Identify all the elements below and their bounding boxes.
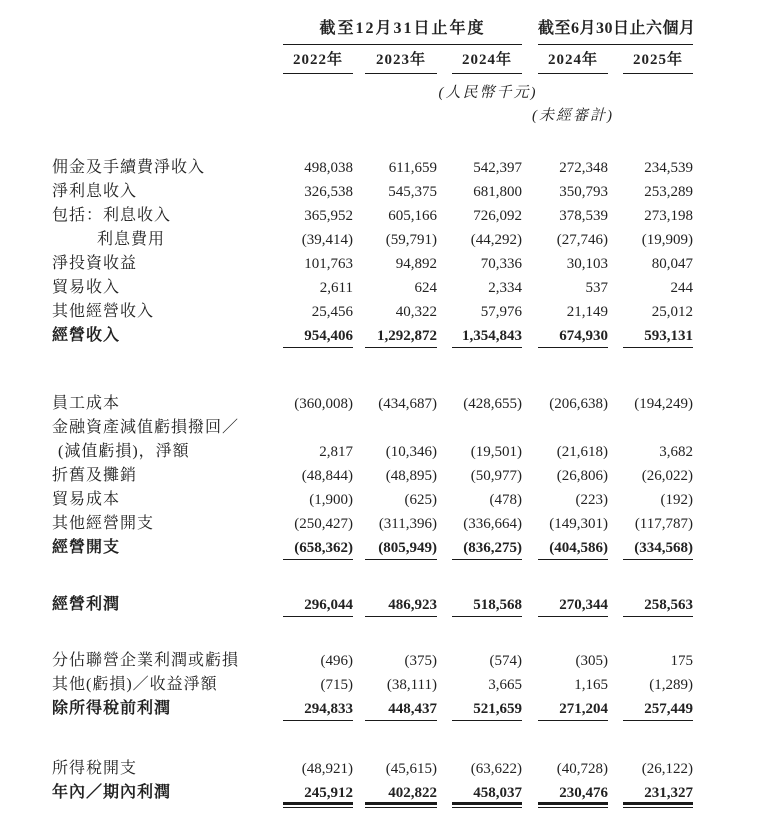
- value-cell: 234,539: [644, 160, 693, 176]
- unaudited-note: (未經審計): [532, 108, 614, 124]
- value-cell: (311,396): [378, 516, 437, 532]
- value-cell: (19,909): [641, 232, 693, 248]
- value-cell: (715): [320, 677, 353, 693]
- row-label: 員工成本: [52, 395, 121, 412]
- value-cell: 94,892: [395, 256, 437, 272]
- table-section: [0, 593, 764, 617]
- value-cell: 2,817: [319, 444, 353, 460]
- value-cell: 231,327: [623, 781, 693, 805]
- table-row: [0, 536, 764, 560]
- row-label: 佣金及手續費淨收入: [52, 159, 206, 176]
- value-cell: (48,895): [385, 468, 437, 484]
- value-cell: 258,563: [623, 593, 693, 617]
- row-label: 金融資產減值虧損撥回／: [52, 419, 240, 436]
- value-cell: (434,687): [378, 396, 437, 412]
- value-cell: 70,336: [480, 256, 522, 272]
- table-row: [0, 593, 764, 617]
- value-cell: 458,037: [452, 781, 522, 805]
- value-cell: (206,638): [549, 396, 608, 412]
- value-cell: 365,952: [304, 208, 353, 224]
- value-cell: (39,414): [301, 232, 353, 248]
- value-cell: (26,122): [641, 761, 693, 777]
- table-row: [0, 204, 764, 228]
- value-cell: (19,501): [470, 444, 522, 460]
- value-cell: 611,659: [388, 160, 437, 176]
- value-cell: 230,476: [538, 781, 608, 805]
- row-label: 除所得稅前利潤: [52, 700, 172, 717]
- value-cell: 2,611: [319, 280, 353, 296]
- value-cell: 954,406: [283, 324, 353, 348]
- value-cell: (336,664): [463, 516, 522, 532]
- year-column-header-2024: 2024年: [452, 50, 522, 74]
- row-label: 經營利潤: [52, 596, 121, 613]
- value-cell: 402,822: [365, 781, 437, 805]
- value-cell: 518,568: [452, 593, 522, 617]
- table-row: [0, 781, 764, 805]
- value-cell: 448,437: [365, 697, 437, 721]
- value-cell: 101,763: [304, 256, 353, 272]
- table-row: [0, 300, 764, 324]
- row-label: 利息費用: [97, 231, 166, 248]
- value-cell: 486,923: [365, 593, 437, 617]
- value-cell: (10,346): [385, 444, 437, 460]
- table-row: [0, 697, 764, 721]
- value-cell: 624: [414, 280, 437, 296]
- value-cell: (805,949): [365, 536, 437, 560]
- value-cell: (250,427): [294, 516, 353, 532]
- value-cell: (478): [489, 492, 522, 508]
- table-header-period-groups: [0, 0, 764, 45]
- value-cell: (40,728): [556, 761, 608, 777]
- value-cell: (194,249): [634, 396, 693, 412]
- row-label: 其他經營收入: [52, 303, 155, 320]
- value-cell: 350,793: [559, 184, 608, 200]
- table-row: [0, 156, 764, 180]
- value-cell: (26,806): [556, 468, 608, 484]
- value-cell: (574): [489, 653, 522, 669]
- value-cell: (428,655): [463, 396, 522, 412]
- row-label: 其他經營開支: [52, 515, 155, 532]
- currency-unit-note: (人民幣千元): [438, 85, 538, 101]
- row-label: 淨利息收入: [52, 183, 138, 200]
- value-cell: 326,538: [304, 184, 353, 200]
- value-cell: 593,131: [623, 324, 693, 348]
- value-cell: 681,800: [473, 184, 522, 200]
- value-cell: 1,165: [574, 677, 608, 693]
- value-cell: 674,930: [538, 324, 608, 348]
- value-cell: (305): [575, 653, 608, 669]
- table-row: [0, 440, 764, 464]
- year-column-header-2023: 2023年: [365, 50, 437, 74]
- table-row: [0, 416, 764, 440]
- value-cell: 30,103: [566, 256, 608, 272]
- value-cell: (625): [404, 492, 437, 508]
- year-column-header-2022: 2022年: [283, 50, 353, 74]
- value-cell: 244: [670, 280, 693, 296]
- value-cell: 521,659: [452, 697, 522, 721]
- row-label: 分佔聯營企業利潤或虧損: [52, 652, 240, 669]
- header-group-gap: [522, 18, 538, 45]
- row-label: 折舊及攤銷: [52, 467, 138, 484]
- value-cell: 537: [585, 280, 608, 296]
- value-cell: 1,292,872: [365, 324, 437, 348]
- table-row: [0, 228, 764, 252]
- value-cell: (21,618): [556, 444, 608, 460]
- value-cell: 57,976: [480, 304, 522, 320]
- value-cell: 271,204: [538, 697, 608, 721]
- row-label: 年內／期內利潤: [52, 784, 172, 801]
- row-label: 貿易成本: [52, 491, 121, 508]
- row-label: 經營收入: [52, 327, 121, 344]
- value-cell: 272,348: [559, 160, 608, 176]
- table-row: [0, 464, 764, 488]
- value-cell: 605,166: [388, 208, 437, 224]
- value-cell: 294,833: [283, 697, 353, 721]
- table-section: [0, 649, 764, 721]
- value-cell: 378,539: [559, 208, 608, 224]
- value-cell: (38,111): [386, 677, 437, 693]
- header-label-spacer: [52, 18, 283, 45]
- value-cell: 542,397: [473, 160, 522, 176]
- value-cell: (117,787): [634, 516, 693, 532]
- value-cell: 3,682: [659, 444, 693, 460]
- income-statement-table-body: [0, 156, 764, 805]
- value-cell: 545,375: [388, 184, 437, 200]
- row-label: 經營開支: [52, 539, 121, 556]
- value-cell: 273,198: [644, 208, 693, 224]
- value-cell: 1,354,843: [452, 324, 522, 348]
- row-label: (減值虧損)，淨額: [58, 443, 190, 460]
- table-row: [0, 488, 764, 512]
- period-group-annual: 截至12月31日止年度: [283, 18, 522, 45]
- value-cell: (26,022): [641, 468, 693, 484]
- value-cell: 25,012: [651, 304, 693, 320]
- year-column-header-2024-interim: 2024年: [538, 50, 608, 74]
- row-label: 淨投資收益: [52, 255, 138, 272]
- value-cell: (1,900): [309, 492, 353, 508]
- value-cell: (63,622): [470, 761, 522, 777]
- table-row: [0, 392, 764, 416]
- value-cell: 270,344: [538, 593, 608, 617]
- table-row: [0, 276, 764, 300]
- value-cell: (658,362): [283, 536, 353, 560]
- value-cell: 498,038: [304, 160, 353, 176]
- row-label: 包括：利息收入: [52, 207, 172, 224]
- value-cell: 40,322: [395, 304, 437, 320]
- value-cell: (192): [660, 492, 693, 508]
- value-cell: 245,912: [283, 781, 353, 805]
- value-cell: (44,292): [470, 232, 522, 248]
- value-cell: (27,746): [556, 232, 608, 248]
- value-cell: (375): [404, 653, 437, 669]
- value-cell: (223): [575, 492, 608, 508]
- table-row: [0, 673, 764, 697]
- value-cell: (496): [320, 653, 353, 669]
- header-label-spacer: [52, 50, 283, 74]
- value-cell: (50,977): [470, 468, 522, 484]
- value-cell: 253,289: [644, 184, 693, 200]
- value-cell: (334,568): [623, 536, 693, 560]
- period-group-interim: 截至6月30日止六個月: [538, 18, 693, 45]
- value-cell: (48,921): [301, 761, 353, 777]
- row-label: 貿易收入: [52, 279, 121, 296]
- value-cell: 21,149: [566, 304, 608, 320]
- row-label: 所得稅開支: [52, 760, 138, 777]
- table-row: [0, 649, 764, 673]
- value-cell: (45,615): [385, 761, 437, 777]
- value-cell: 296,044: [283, 593, 353, 617]
- value-cell: 726,092: [473, 208, 522, 224]
- row-label: 其他(虧損)／收益淨額: [52, 676, 218, 693]
- table-row: [0, 324, 764, 348]
- value-cell: 3,665: [488, 677, 522, 693]
- value-cell: (1,289): [649, 677, 693, 693]
- year-column-header-2025-interim: 2025年: [623, 50, 693, 74]
- value-cell: 257,449: [623, 697, 693, 721]
- table-row: [0, 757, 764, 781]
- value-cell: (59,791): [385, 232, 437, 248]
- value-cell: (360,008): [294, 396, 353, 412]
- value-cell: 2,334: [488, 280, 522, 296]
- value-cell: (48,844): [301, 468, 353, 484]
- value-cell: (149,301): [549, 516, 608, 532]
- table-row: [0, 512, 764, 536]
- value-cell: 80,047: [651, 256, 693, 272]
- value-cell: 25,456: [311, 304, 353, 320]
- table-header-years: [0, 50, 764, 74]
- table-section: [0, 156, 764, 348]
- table-section: [0, 392, 764, 560]
- table-section: [0, 757, 764, 805]
- value-cell: 175: [670, 653, 693, 669]
- value-cell: (836,275): [452, 536, 522, 560]
- value-cell: (404,586): [538, 536, 608, 560]
- table-row: [0, 180, 764, 204]
- table-row: [0, 252, 764, 276]
